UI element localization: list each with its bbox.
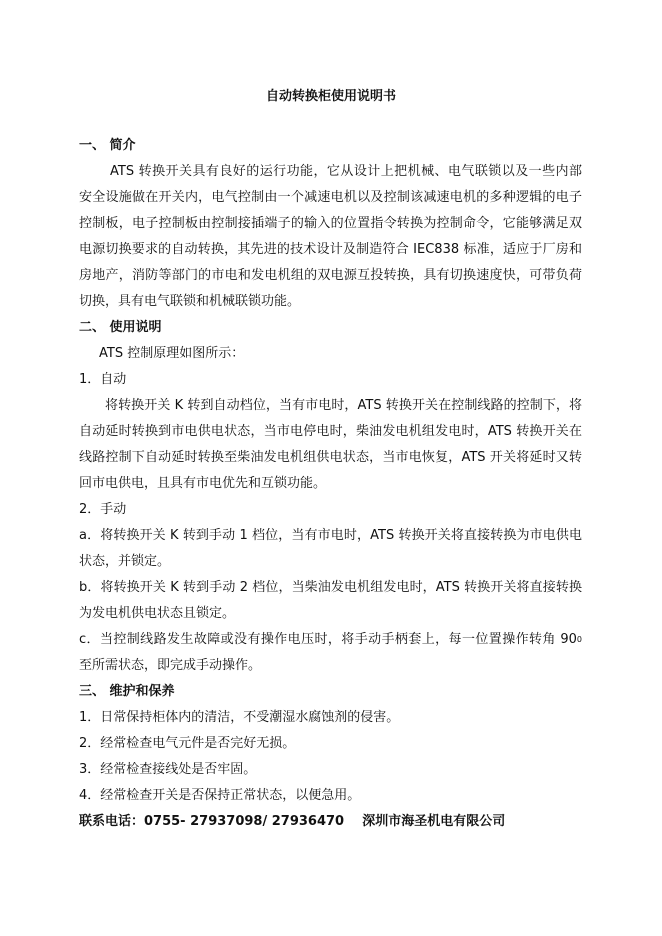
paragraph-line: 切换，具有电气联锁和机械联锁功能。: [79, 294, 301, 309]
document-title: 自动转换柜使用说明书: [265, 89, 396, 104]
auto-heading: 1．自动: [79, 372, 127, 387]
list-item: 4．经常检查开关是否保持正常状态，以便急用。: [79, 788, 361, 803]
section-heading-maintenance: 三、 维护和保养: [79, 684, 175, 699]
paragraph-line: 控制板，电子控制板由控制接插端子的输入的位置指令转换为控制命令，它能够满足双: [79, 216, 582, 231]
list-item: 3．经常检查接线处是否牢固。: [79, 762, 257, 777]
paragraph-line: 至所需状态，即完成手动操作。: [79, 658, 262, 673]
list-item: 1．日常保持柜体内的清洁，不受潮湿水腐蚀剂的侵害。: [79, 710, 400, 725]
paragraph-line: 自动延时转换到市电供电状态，当市电停电时，柴油发电机组发电时，ATS 转换开关在: [79, 424, 582, 439]
paragraph-line: 将转换开关 K 转到自动档位，当有市电时，ATS 转换开关在控制线路的控制下，将: [105, 398, 582, 413]
paragraph-line: 状态，并锁定。: [79, 554, 171, 569]
section-heading-intro: 一、 简介: [79, 138, 136, 153]
paragraph-line: ATS 转换开关具有良好的运行功能，它从设计上把机械、电气联锁以及一些内部: [110, 164, 582, 179]
manual-heading: 2．手动: [79, 502, 127, 517]
degree-superscript: 0: [576, 635, 582, 644]
contact-line: 联系电话：0755- 27937098/ 27936470 深圳市海圣机电有限公司: [79, 814, 506, 829]
paragraph-line: 电源切换要求的自动转换，其先进的技术设计及制造符合 IEC838 标准，适应于厂房和: [79, 242, 583, 257]
paragraph-line: b．将转换开关 K 转到手动 2 档位，当柴油发电机组发电时，ATS 转换开关将直接转换: [79, 580, 582, 595]
paragraph-line: a．将转换开关 K 转到手动 1 档位，当有市电时，ATS 转换开关将直接转换为市电供电: [79, 528, 582, 543]
c-text: c．当控制线路发生故障或没有操作电压时，将手动手柄套上，每一位置操作转角 90: [79, 632, 577, 647]
paragraph-line: 线路控制下自动延时转换至柴油发电机组供电状态，当市电恢复，ATS 开关将延时又转: [79, 450, 582, 465]
paragraph-line: 安全设施做在开关内，电气控制由一个减速电机以及控制该减速电机的多种逻辑的电子: [79, 190, 582, 205]
paragraph-line: 房地产，消防等部门的市电和发电机组的双电源互投转换，具有切换速度快，可带负荷: [79, 268, 582, 283]
list-item: 2．经常检查电气元件是否完好无损。: [79, 736, 296, 751]
section-heading-usage: 二、 使用说明: [79, 320, 162, 335]
usage-intro: ATS 控制原理如图所示：: [99, 346, 245, 361]
paragraph-line: 回市电供电，且具有市电优先和互锁功能。: [79, 476, 327, 491]
paragraph-line-c: [79, 631, 582, 649]
paragraph-line: 为发电机供电状态且锁定。: [79, 606, 236, 621]
